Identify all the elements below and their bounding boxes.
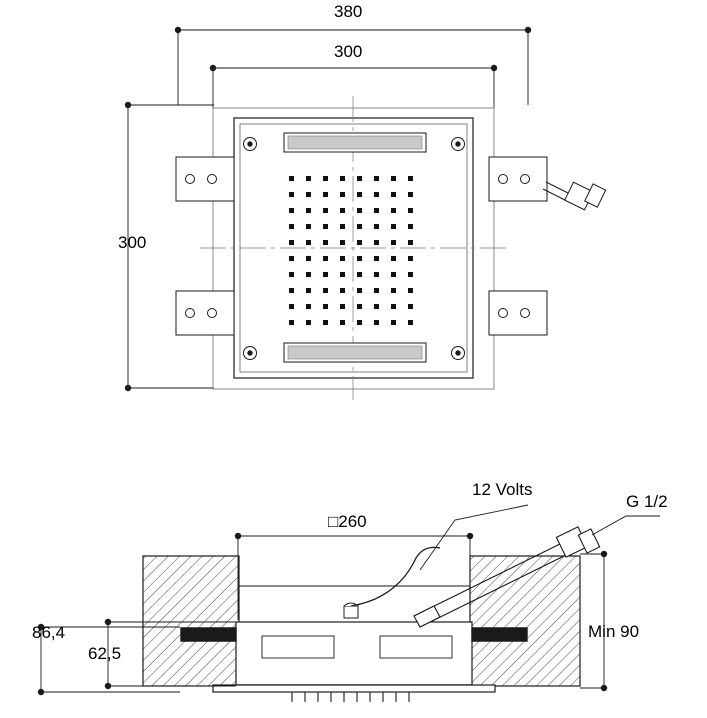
nozzle-teeth: [292, 692, 409, 702]
light-bar-bottom: [284, 343, 426, 362]
dimension-label-86-4: 86,4: [32, 623, 66, 642]
dimension-label-62-5: 62,5: [88, 644, 122, 663]
top-view-group: [128, 30, 606, 400]
shower-body-section: [213, 622, 495, 692]
leader-g12: [592, 516, 660, 535]
dimension-label-260: □260: [328, 512, 367, 531]
label-g-half: G 1/2: [626, 492, 668, 511]
corner-screws: [244, 138, 465, 360]
dimension-label-300-horizontal: 300: [334, 42, 363, 61]
water-inlet-top: [543, 182, 606, 210]
label-12-volts: 12 Volts: [472, 480, 533, 499]
power-cable: [351, 547, 440, 606]
nozzle-grid: [289, 176, 413, 325]
light-bar-top: [284, 133, 426, 152]
dimension-label-380: 380: [334, 2, 363, 21]
section-view-group: [41, 505, 660, 702]
dimension-min-90: [580, 554, 604, 688]
dimension-label-300-vertical: 300: [118, 233, 147, 252]
dimension-label-min-90: Min 90: [588, 622, 640, 641]
ceiling-left: [143, 556, 239, 686]
